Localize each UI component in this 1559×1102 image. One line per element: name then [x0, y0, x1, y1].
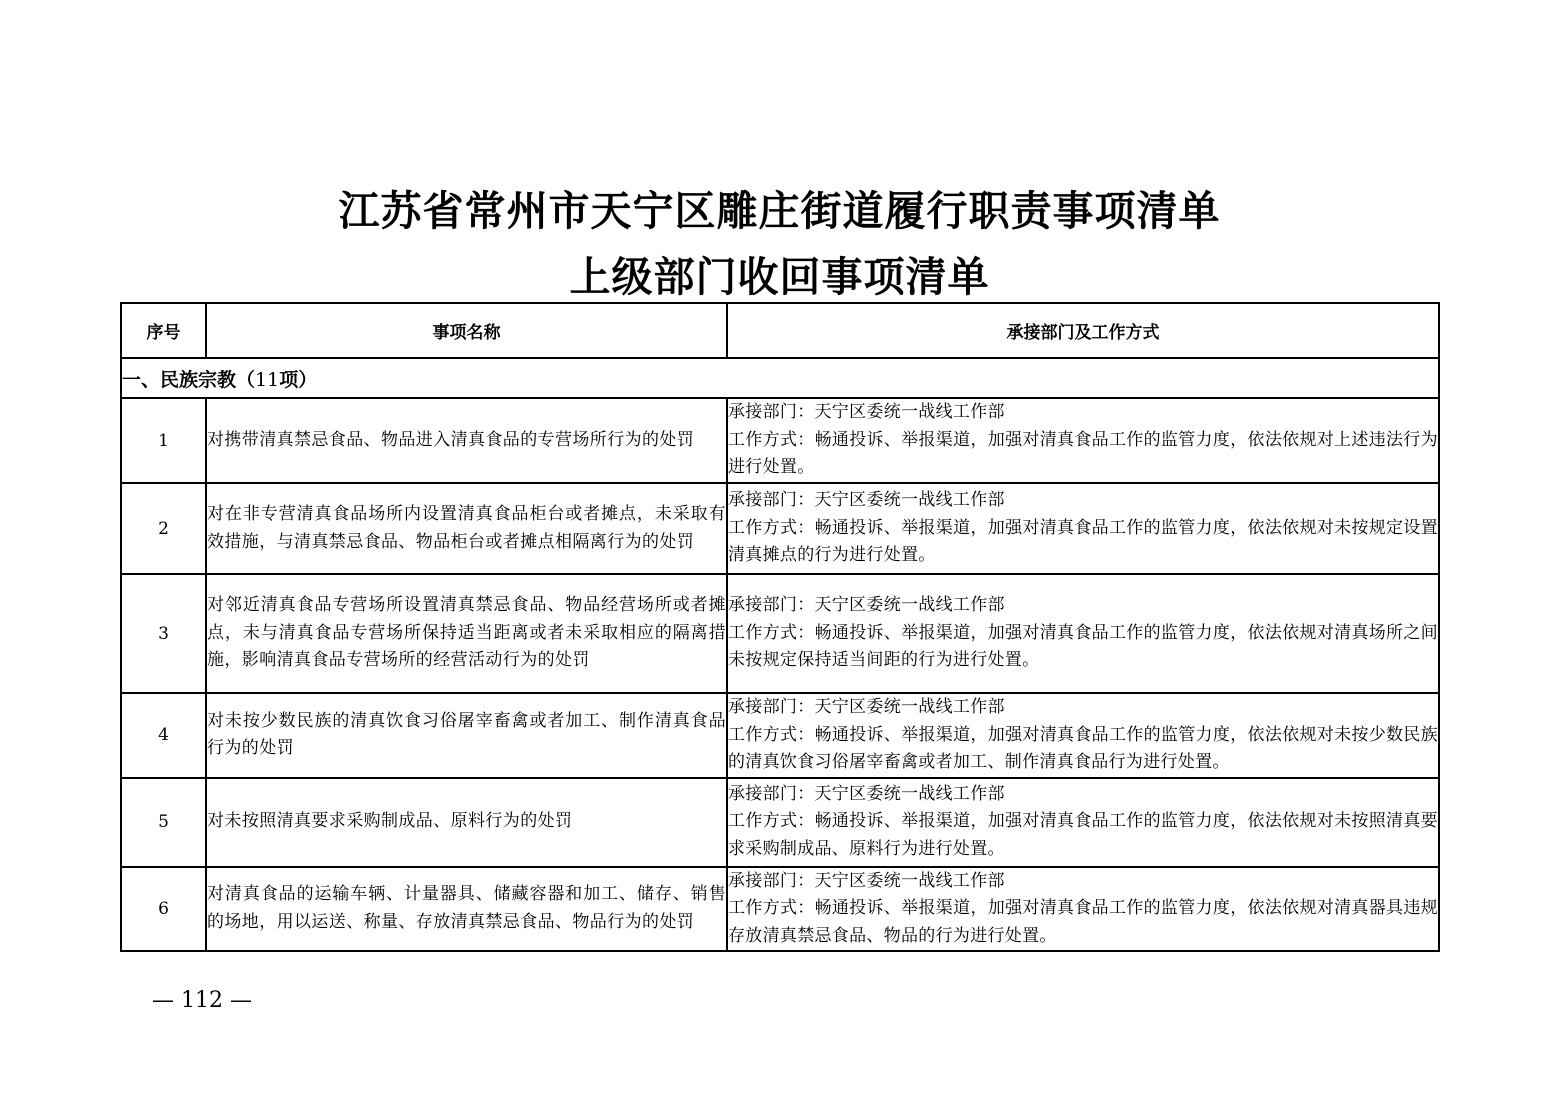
row-department: 承接部门：天宁区委统一战线工作部: [728, 595, 1005, 616]
row-department: 承接部门：天宁区委统一战线工作部: [728, 697, 1005, 717]
table-header-row: [121, 303, 1439, 358]
section-suffix: 项）: [279, 368, 318, 391]
row-item-name: 对携带清真禁忌食品、物品进入清真食品的专营场所行为的处罚: [206, 398, 727, 483]
row-serial-number: 5: [121, 778, 206, 867]
row-work-method: 工作方式：畅通投诉、举报渠道，加强对清真食品工作的监管力度，依法依规对上述违法行为进行处置。: [728, 429, 1438, 478]
document-title: 江苏省常州市天宁区雕庄街道履行职责事项清单: [338, 187, 1221, 235]
row-department: 承接部门：天宁区委统一战线工作部: [728, 490, 1005, 511]
row-work-method: 工作方式：畅通投诉、举报渠道，加强对清真食品工作的监管力度，依法依规对清真场所之间未按规定保持适当间距的行为进行处置。: [728, 622, 1438, 671]
row-item-name: 对清真食品的运输车辆、计量器具、储藏容器和加工、储存、销售的场地，用以运送、称量、存放清真禁忌食品、物品行为的处罚: [206, 867, 727, 952]
row-department-method: [727, 693, 1439, 778]
row-department-method: [727, 574, 1439, 693]
section-count: 11: [255, 368, 280, 391]
header-department-method: 承接部门及工作方式: [727, 303, 1439, 358]
row-serial-number: 2: [121, 483, 206, 574]
row-department: 承接部门：天宁区委统一战线工作部: [728, 783, 1005, 804]
row-work-method: 工作方式：畅通投诉、举报渠道，加强对清真食品工作的监管力度，依法依规对未按规定设置清真摊点的行为进行处置。: [728, 517, 1438, 566]
items-table: [120, 302, 1440, 952]
table-row: [121, 778, 1439, 867]
row-item-name: 对在非专营清真食品场所内设置清真食品柜台或者摊点，未采取有效措施，与清真禁忌食品、物品柜台或者摊点相隔离行为的处罚: [206, 483, 727, 574]
section-label: 一、民族宗教（: [122, 368, 256, 391]
row-department: 承接部门：天宁区委统一战线工作部: [728, 870, 1005, 891]
table-row: [121, 398, 1439, 483]
row-department: 承接部门：天宁区委统一战线工作部: [728, 402, 1005, 423]
row-serial-number: 6: [121, 867, 206, 952]
row-item-name: 对邻近清真食品专营场所设置清真禁忌食品、物品经营场所或者摊点，未与清真食品专营场所保持适当距离或者未采取相应的隔离措施，影响清真食品专营场所的经营活动行为的处罚: [206, 574, 727, 693]
table-row: [121, 483, 1439, 574]
header-serial-number: 序号: [121, 303, 206, 358]
row-department-method: [727, 778, 1439, 867]
table-row: [121, 574, 1439, 693]
table-row: [121, 867, 1439, 952]
section-row: [121, 358, 1439, 398]
row-work-method: 工作方式：畅通投诉、举报渠道，加强对清真食品工作的监管力度，依法依规对未按照清真要求采购制成品、原料行为进行处置。: [728, 811, 1438, 859]
row-department-method: [727, 398, 1439, 483]
row-serial-number: 4: [121, 693, 206, 778]
row-item-name: 对未按少数民族的清真饮食习俗屠宰畜禽或者加工、制作清真食品行为的处罚: [206, 693, 727, 778]
row-department-method: [727, 867, 1439, 952]
table-row: [121, 693, 1439, 778]
row-work-method: 工作方式：畅通投诉、举报渠道，加强对清真食品工作的监管力度，依法依规对清真器具违规存放清真禁忌食品、物品的行为进行处置。: [728, 898, 1438, 946]
page-number: — 112 —: [152, 988, 252, 1013]
row-work-method: 工作方式：畅通投诉、举报渠道，加强对清真食品工作的监管力度，依法依规对未按少数民族的清真饮食习俗屠宰畜禽或者加工、制作清真食品行为进行处置。: [728, 724, 1438, 772]
section-heading: [121, 358, 1439, 398]
row-item-name: 对未按照清真要求采购制成品、原料行为的处罚: [206, 778, 727, 867]
row-serial-number: 1: [121, 398, 206, 483]
header-item-name: 事项名称: [206, 303, 727, 358]
row-serial-number: 3: [121, 574, 206, 693]
row-department-method: [727, 483, 1439, 574]
document-subtitle: 上级部门收回事项清单: [569, 253, 990, 301]
